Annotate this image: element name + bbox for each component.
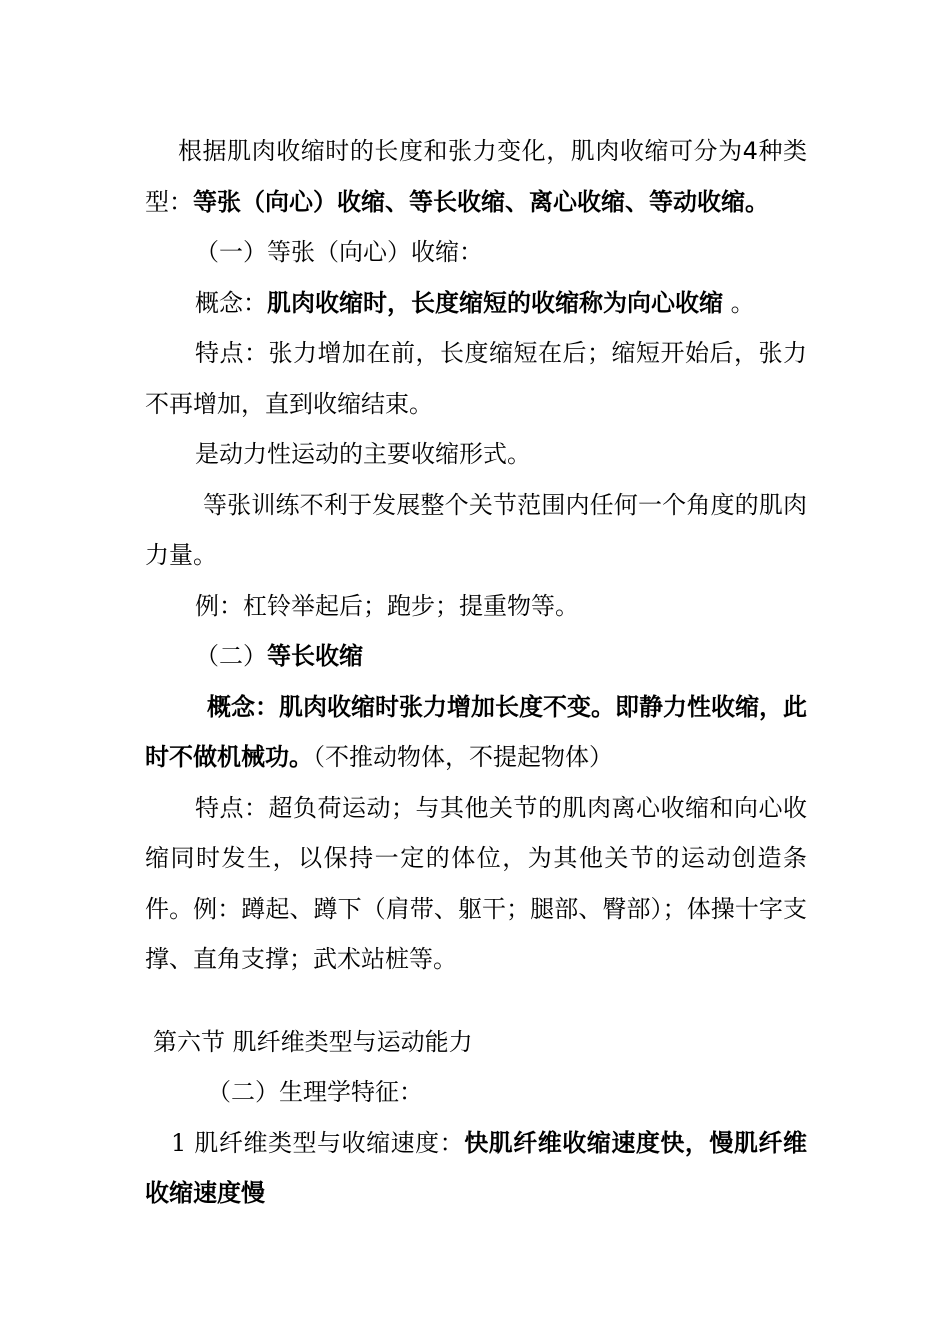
- section-gap: [145, 985, 807, 1017]
- intro-paragraph: [145, 126, 807, 227]
- concept-isometric-bold: 概念：肌肉收缩时张力增加长度不变。即静力性收缩，此时不做机械功。: [145, 692, 807, 771]
- fiber-speed-bold: 快肌纤维收缩速度快，慢肌纤维收缩速度慢: [145, 1128, 807, 1207]
- concept-isometric-tail: （不推动物体，不提起物体）: [313, 743, 613, 771]
- concept-isotonic-bold: 肌肉收缩时，长度缩短的收缩称为向心收缩: [267, 288, 723, 317]
- fiber-speed-label: 1 肌纤维类型与收缩速度：: [171, 1128, 465, 1157]
- main-form-text: 是动力性运动的主要收缩形式。: [195, 440, 531, 468]
- features-isotonic-text: 特点：张力增加在前，长度缩短在后；缩短开始后，张力不再增加，直到收缩结束。: [145, 339, 807, 418]
- concept-isotonic: [145, 278, 807, 329]
- features-isometric: [145, 783, 807, 985]
- isotonic-examples: [145, 581, 807, 632]
- section-heading-isometric-bold: 等长收缩: [267, 642, 363, 670]
- physiology-heading: [145, 1067, 807, 1118]
- isotonic-training-note: [145, 480, 807, 581]
- concept-isometric: [145, 682, 807, 783]
- intro-text: 根据肌肉收缩时的长度和张力变化，肌肉收缩可分为: [178, 137, 743, 165]
- section-heading-isotonic: [145, 227, 807, 278]
- section-heading-isotonic-text: （一）等张（向心）收缩：: [195, 238, 483, 266]
- features-isotonic: [145, 328, 807, 429]
- features-isometric-text: 特点：超负荷运动；与其他关节的肌肉离心收缩和向心收缩同时发生，以保持一定的体位，为其他关节的运动创造条件。例：蹲起、蹲下（肩带、躯干；腿部、臀部）；体操十字支撑、直角支撑；武术站桩等。: [145, 793, 807, 973]
- isotonic-examples-text: 例：杠铃举起后；跑步；提重物等。: [195, 591, 579, 620]
- isotonic-training-text: 等张训练不利于发展整个关节范围内任何一个角度的肌肉力量。: [145, 490, 807, 569]
- physiology-heading-text: （二）生理学特征：: [207, 1078, 423, 1106]
- concept-isotonic-tail: 。: [723, 288, 755, 317]
- document-page: [145, 126, 807, 1219]
- chapter-heading-text: 第六节 肌纤维类型与运动能力: [153, 1027, 473, 1056]
- chapter-heading: [145, 1017, 807, 1068]
- intro-bold-types: 等张（向心）收缩、等长收缩、离心收缩、等动收缩。: [193, 187, 769, 216]
- concept-label: 概念：: [195, 288, 267, 317]
- intro-number: 4: [742, 137, 758, 165]
- intro-text-end: 种类型：: [145, 137, 808, 216]
- section-heading-isometric: [145, 631, 807, 682]
- main-form-line: [145, 429, 807, 480]
- fiber-speed-paragraph: [145, 1118, 807, 1219]
- section-heading-isometric-label: （二）: [195, 642, 267, 670]
